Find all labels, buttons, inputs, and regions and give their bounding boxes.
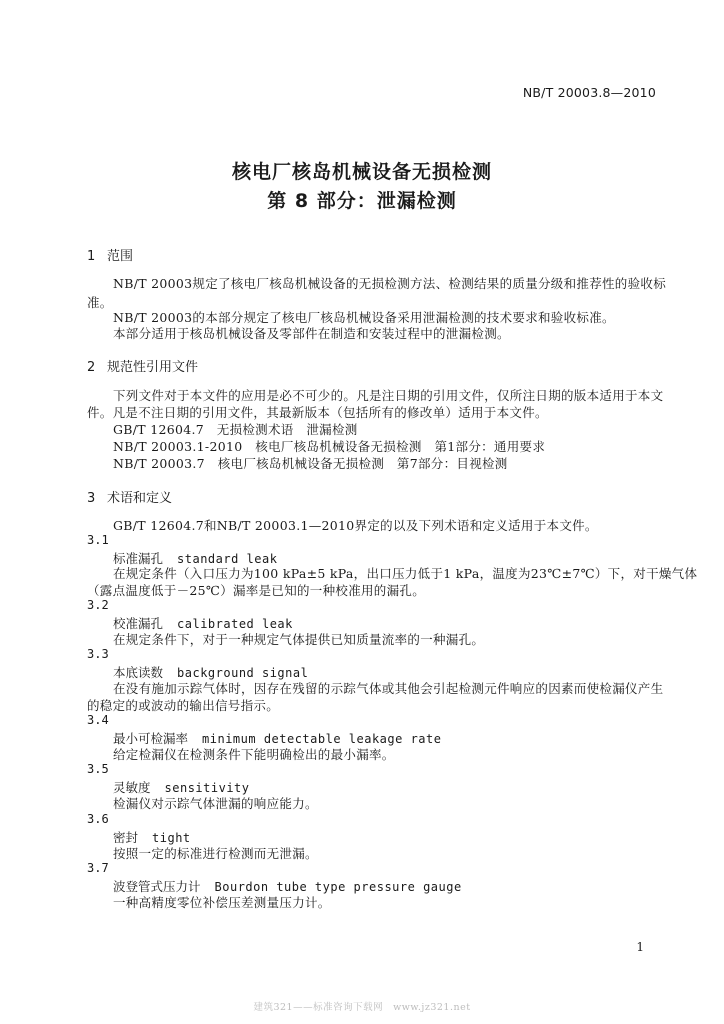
reference-item: GB/T 12604.7 无损检测术语 泄漏检测 (113, 422, 358, 437)
paragraph: 本部分适用于核岛机械设备及零部件在制造和安装过程中的泄漏检测。 (113, 326, 510, 341)
reference-item: NB/T 20003.1-2010 核电厂核岛机械设备无损检测 第1部分：通用要求 (113, 439, 546, 454)
standard-number: NB/T 20003.8—2010 (522, 85, 656, 100)
term-definition: （露点温度低于－25℃）漏率是已知的一种校准用的漏孔。 (87, 583, 425, 598)
term-cn: 波登管式压力计 (113, 879, 201, 894)
paragraph: 下列文件对于本文件的应用是必不可少的。凡是注日期的引用文件，仅所注日期的版本适用于本文 (113, 388, 664, 403)
term-definition: 在没有施加示踪气体时，因存在残留的示踪气体或其他会引起检测元件响应的因素而使检漏仪产生 (113, 681, 664, 696)
term-en: Bourdon tube type pressure gauge (214, 880, 462, 894)
section-title: 规范性引用文件 (107, 360, 199, 375)
paragraph: NB/T 20003规定了核电厂核岛机械设备的无损检测方法、检测结果的质量分级和推荐性的验收标 (113, 276, 667, 291)
section-3-heading (87, 487, 172, 506)
term-definition: 检漏仪对示踪气体泄漏的响应能力。 (113, 796, 318, 811)
term-cn: 灵敏度 (113, 780, 151, 795)
term-en: minimum detectable leakage rate (202, 732, 442, 746)
term-number: 3.2 (87, 598, 109, 612)
paragraph: GB/T 12604.7和NB/T 20003.1—2010界定的以及下列术语和定义适用于本文件。 (113, 518, 598, 533)
term-number: 3.7 (87, 861, 109, 875)
section-1-heading (87, 245, 133, 264)
term-definition: 的稳定的或波动的输出信号指示。 (87, 698, 280, 713)
term-cn: 标准漏孔 (113, 551, 164, 566)
term-definition: 一种高精度零位补偿压差测量压力计。 (113, 895, 331, 910)
page-number: 1 (636, 940, 644, 954)
term-definition: 给定检漏仪在检测条件下能明确检出的最小漏率。 (113, 747, 395, 762)
section-title: 范围 (107, 249, 134, 264)
term-definition: 在规定条件下，对于一种规定气体提供已知质量流率的一种漏孔。 (113, 632, 485, 647)
term-definition: 在规定条件（入口压力为100 kPa±5 kPa，出口压力低于1 kPa，温度为23℃±7℃）下，对干燥气体 (113, 566, 698, 581)
section-number: 3 (87, 491, 96, 506)
term-en: sensitivity (164, 781, 250, 795)
term-cn: 密封 (113, 830, 139, 845)
section-number: 2 (87, 360, 96, 375)
term-cn: 最小可检漏率 (113, 731, 189, 746)
term-number: 3.6 (87, 812, 109, 826)
term-en: tight (152, 831, 191, 845)
footer-watermark: 建筑321——标准咨询下载网 www.jz321.net (253, 1002, 471, 1013)
term-cn: 本底读数 (113, 665, 164, 680)
document-subtitle: 第 8 部分：泄漏检测 (267, 190, 457, 212)
section-2-heading (87, 356, 198, 375)
section-number: 1 (87, 249, 96, 264)
term-en: background signal (177, 666, 309, 680)
term-number: 3.5 (87, 762, 109, 776)
term-number: 3.1 (87, 533, 109, 547)
paragraph: 件。凡是不注日期的引用文件，其最新版本（包括所有的修改单）适用于本文件。 (87, 405, 548, 420)
document-title: 核电厂核岛机械设备无损检测 (231, 161, 492, 183)
term-en: calibrated leak (177, 617, 293, 631)
term-cn: 校准漏孔 (113, 616, 164, 631)
term-number: 3.4 (87, 713, 109, 727)
term-en: standard leak (177, 552, 278, 566)
reference-item: NB/T 20003.7 核电厂核岛机械设备无损检测 第7部分：目视检测 (113, 456, 508, 471)
term-number: 3.3 (87, 647, 109, 661)
paragraph: 准。 (87, 295, 113, 310)
section-title: 术语和定义 (107, 491, 173, 506)
term-definition: 按照一定的标准进行检测而无泄漏。 (113, 846, 318, 861)
paragraph: NB/T 20003的本部分规定了核电厂核岛机械设备采用泄漏检测的技术要求和验收标准。 (113, 310, 615, 325)
